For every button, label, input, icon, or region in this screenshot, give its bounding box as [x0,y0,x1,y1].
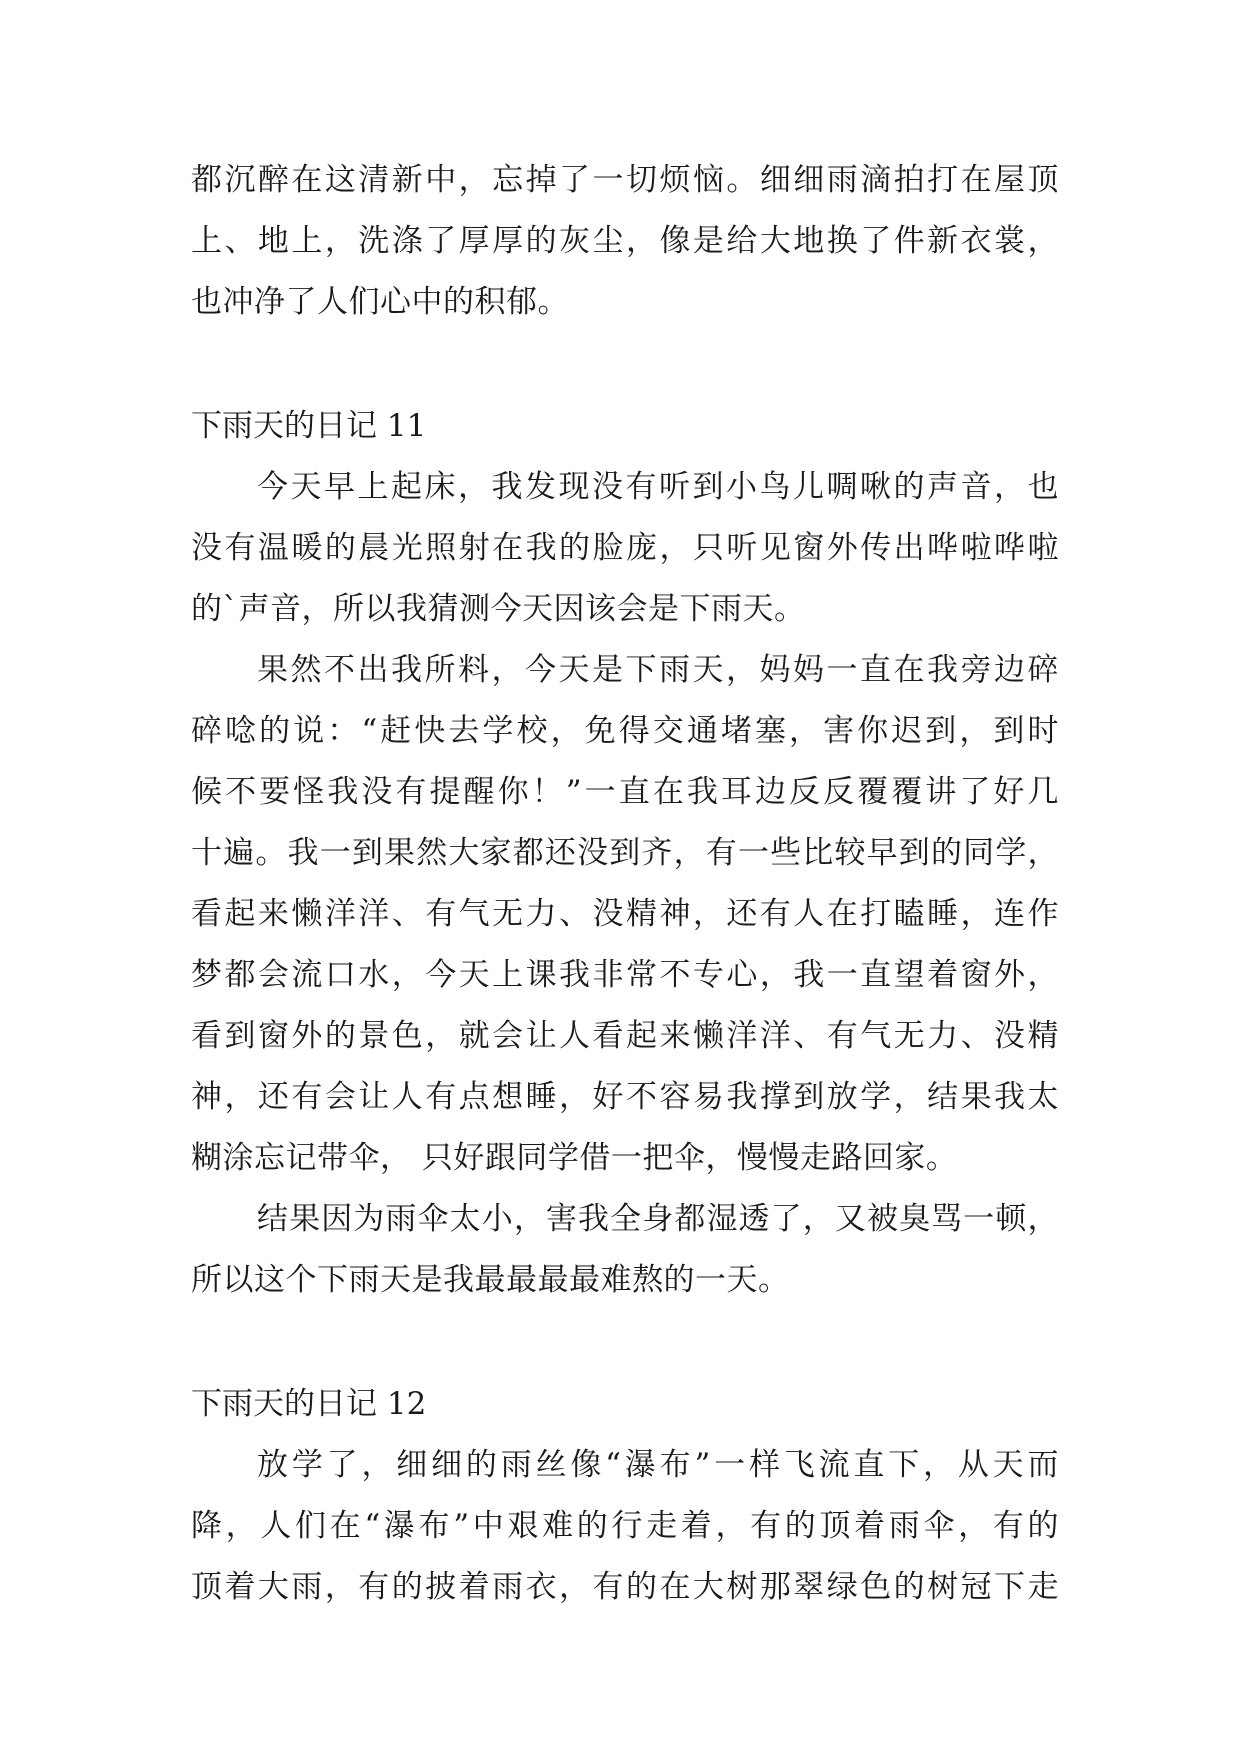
text-line: 的`声音，所以我猜测今天因该会是下雨天。 [191,591,806,627]
section-spacer [191,1311,1059,1373]
text-line: 降，人们在“瀑布”中艰难的行走着，有的顶着雨伞，有的 [191,1508,1059,1544]
section-12 [191,1373,1059,1618]
section-heading: 下雨天的日记 12 [191,1386,427,1422]
text-line: 所以这个下雨天是我最最最最难熬的一天。 [191,1262,790,1298]
text-line: 果然不出我所料，今天是下雨天，妈妈一直在我旁边碎 [257,652,1059,688]
text-line: 顶着大雨，有的披着雨衣，有的在大树那翠绿色的树冠下走 [191,1569,1059,1605]
paragraph [191,1435,1059,1618]
paragraph [191,640,1059,1189]
text-line: 看起来懒洋洋、有气无力、没精神，还有人在打瞌睡，连作 [191,896,1059,932]
text-line: 十遍。我一到果然大家都还没到齐，有一些比较早到的同学， [191,835,1059,871]
text-line: 上、地上，洗涤了厚厚的灰尘，像是给大地换了件新衣裳， [191,223,1059,259]
document-page [191,150,1059,1618]
text-line: 候不要怪我没有提醒你！”一直在我耳边反反覆覆讲了好几 [191,774,1059,810]
text-line: 神，还有会让人有点想睡，好不容易我撑到放学，结果我太 [191,1079,1059,1115]
section-heading: 下雨天的日记 11 [191,408,427,444]
intro-paragraph [191,150,1059,333]
text-line: 也冲净了人们心中的积郁。 [191,284,569,320]
text-line: 碎唸的说：“赶快去学校，免得交通堵塞，害你迟到，到时 [191,713,1059,749]
text-line: 梦都会流口水，今天上课我非常不专心，我一直望着窗外， [191,957,1059,993]
text-line: 都沉醉在这清新中，忘掉了一切烦恼。细细雨滴拍打在屋顶 [191,162,1059,198]
paragraph [191,457,1059,640]
section-spacer [191,333,1059,395]
text-line: 今天早上起床，我发现没有听到小鸟儿啁啾的声音，也 [257,469,1059,505]
section-11 [191,395,1059,1311]
text-line: 结果因为雨伞太小，害我全身都湿透了，又被臭骂一顿， [257,1201,1059,1237]
text-line: 糊涂忘记带伞， 只好跟同学借一把伞，慢慢走路回家。 [191,1140,958,1176]
text-line: 放学了，细细的雨丝像“瀑布”一样飞流直下，从天而 [257,1447,1059,1483]
text-line: 看到窗外的景色，就会让人看起来懒洋洋、有气无力、没精 [191,1018,1059,1054]
text-line: 没有温暖的晨光照射在我的脸庞，只听见窗外传出哗啦哗啦 [191,530,1059,566]
paragraph [191,1189,1059,1311]
